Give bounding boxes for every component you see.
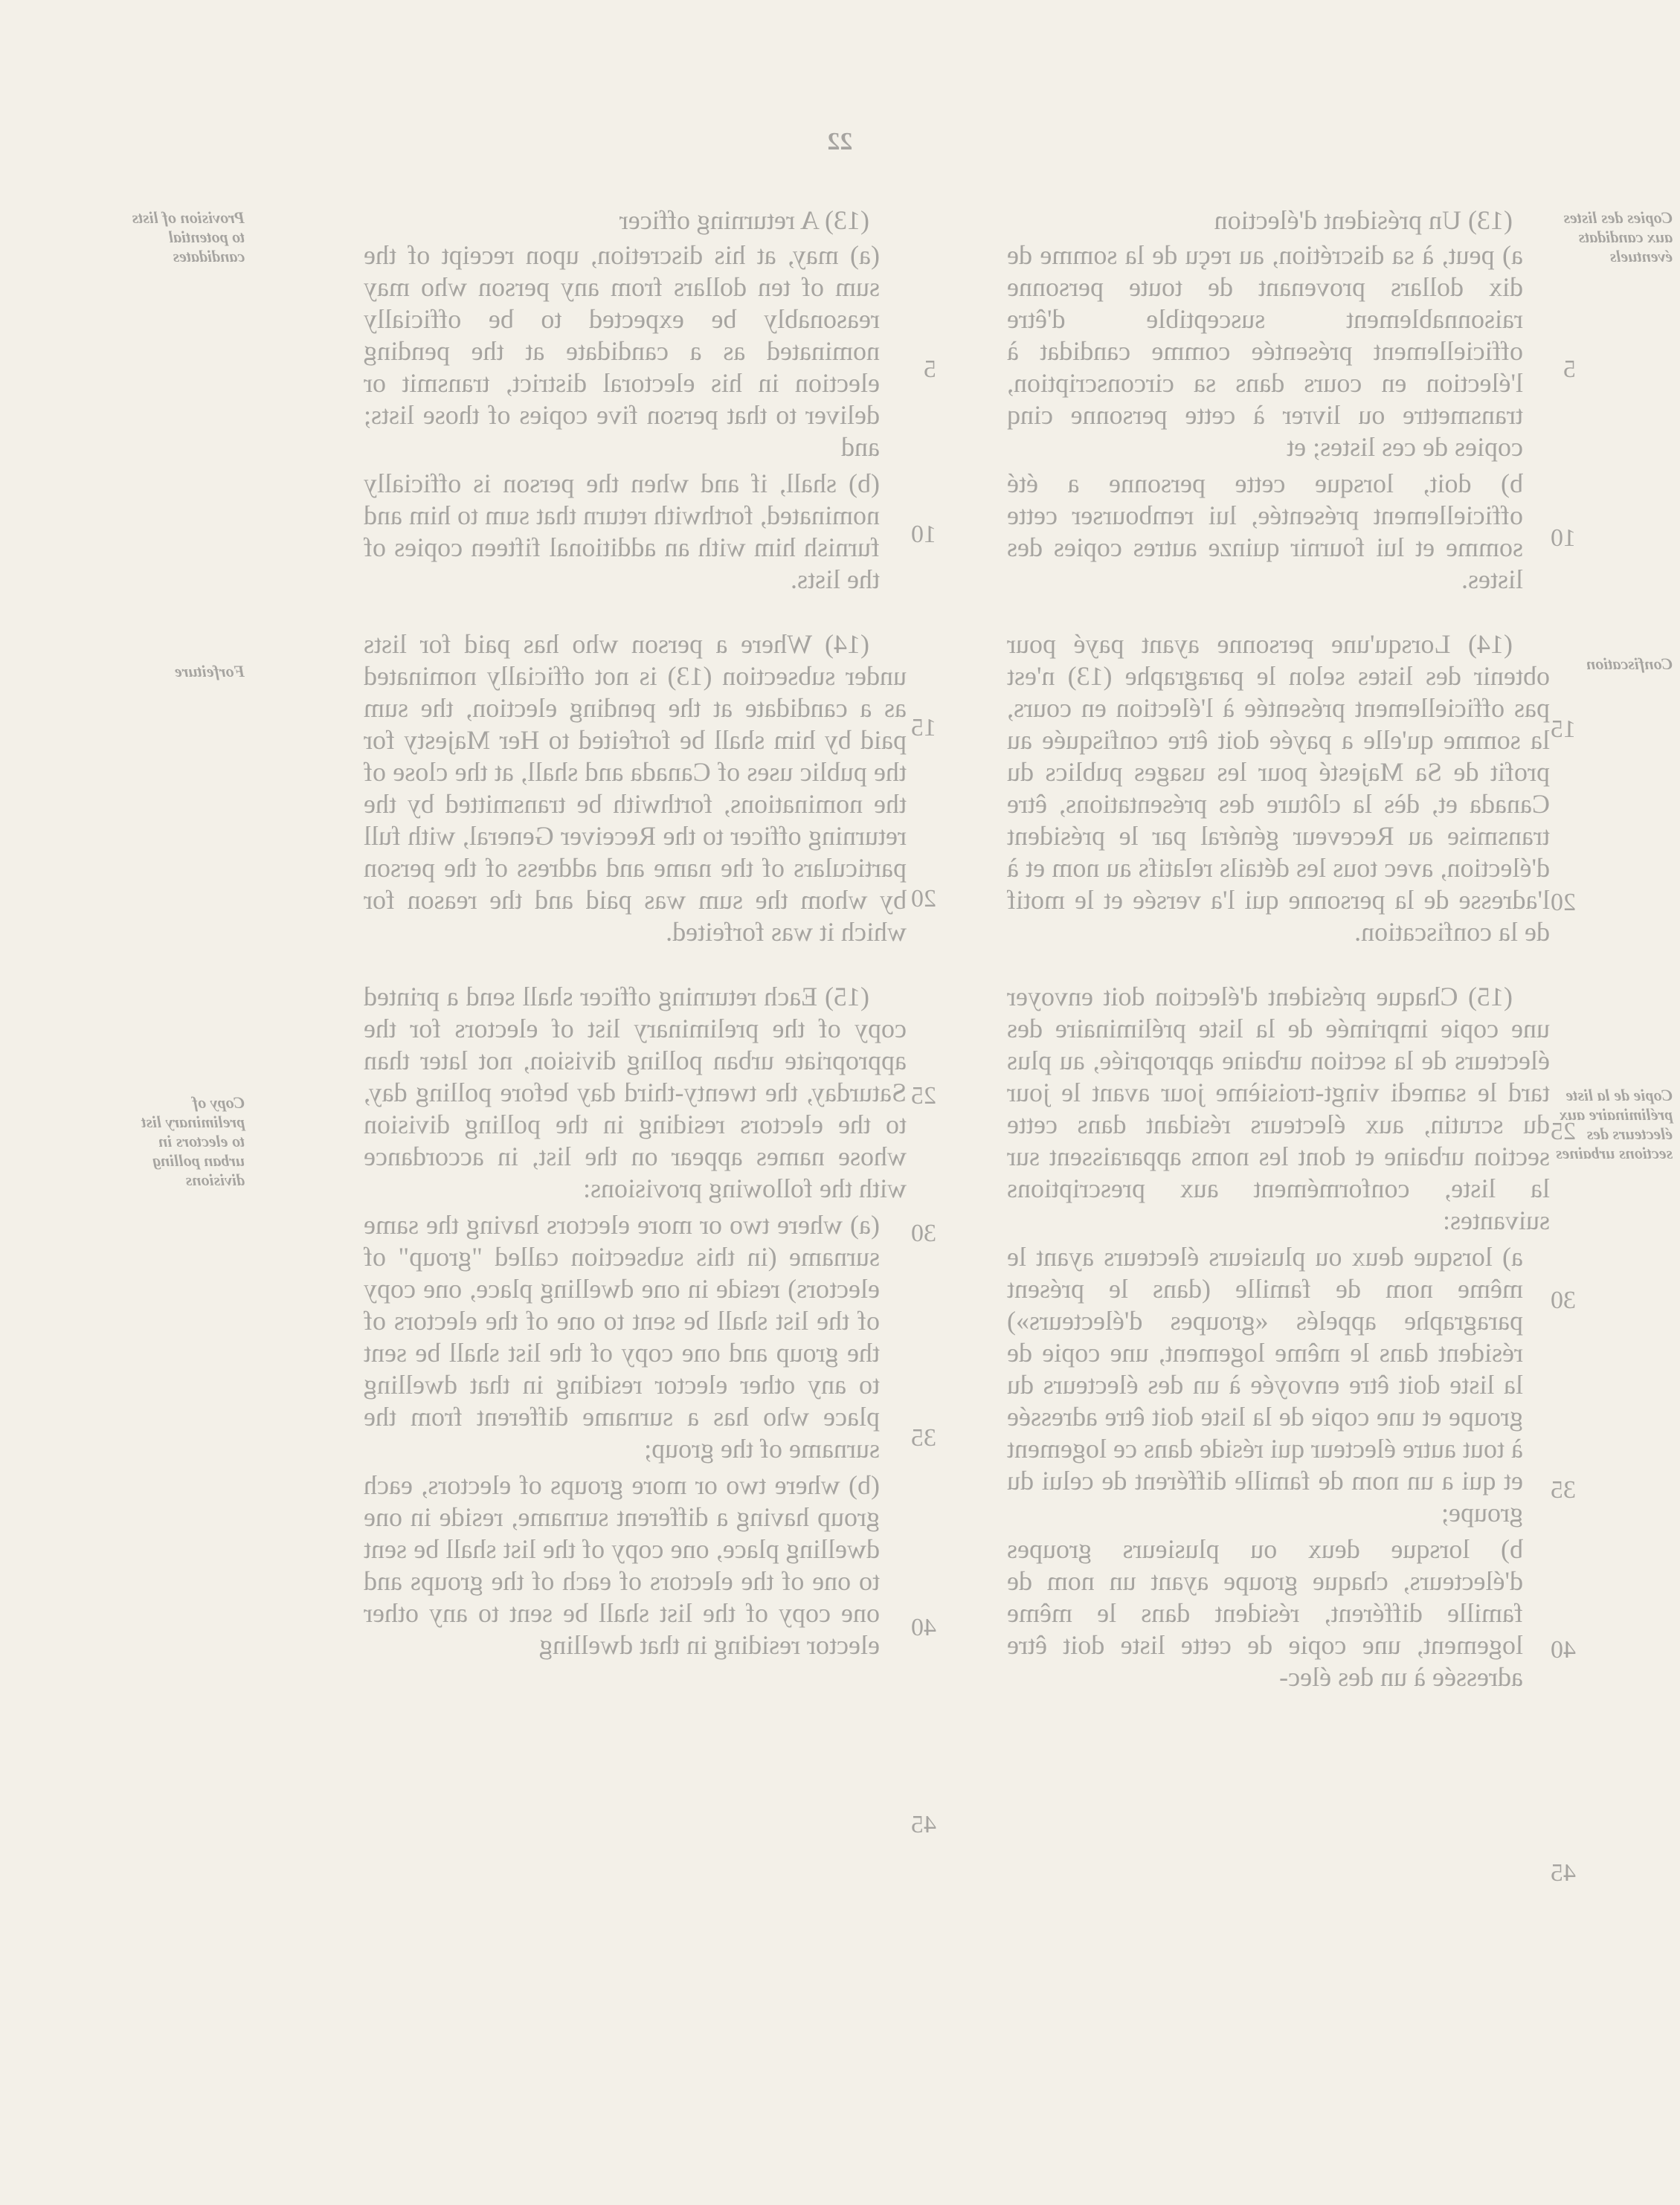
line-number-fr: 15 [1551,715,1576,743]
french-para-b: b) doit, lorsque cette personne a été officiellement présentée, lui rembourser cette somme et lui fournir quinze autres copies des listes. [1007,469,1523,594]
french-para-15a: a) lorsque deux ou plusieurs électeurs ayant le même nom de famille (dans le présent paragraphe appelés «groupes d'électeurs») résident dans le même logement, une copie de la liste doit être envoyée à un des électeurs du groupe et une copie de la liste doit être adressée à tout autre électeur qui réside dans ce logement et qui a un nom de famille différent de celui du groupe; [1007,1242,1523,1528]
page-number: 22 [827,128,853,155]
french-heading: (13) Un président d'élection [1214,205,1513,235]
line-number-en: 25 [911,1082,936,1110]
english-para-15b: (b) where two or more groups of electors, each group having a different surname, reside in one dwelling place, one copy of the list shall be sent to one of the electors of each of the groups and one copy of the list shall be sent to any other elector residing in that dwelling [364,1470,880,1660]
french-column [1007,205,1550,1726]
line-number-fr: 45 [1551,1859,1576,1887]
line-number-fr: 30 [1551,1287,1576,1314]
line-number-fr: 35 [1551,1476,1576,1504]
line-number-en: 15 [911,714,936,741]
margin-note-fr-1: Copies des listes aux candidats éventuels [1563,208,1673,265]
margin-note-fr-3: Copie de la liste préliminaire aux électeurs des sections urbaines [1555,1086,1673,1162]
french-para-15: (15) Chaque président d'élection doit envoyer une copie imprimée de la liste préliminaire des électeurs de la section urbaine appropriée, au plus tard le samedi vingt-troisième jour avant le jour du scrutin, aux électeurs résidant dans cette section urbaine et dont les noms apparaissent sur la liste, conformément aux prescriptions suivantes: [1007,982,1550,1235]
english-para-b: (b) shall, if and when the person is officially nominated, forthwith return that sum to him and furnish him with an additional fifteen copies of the lists. [364,469,880,594]
margin-note-en-1: Provision of lists to potential candidates [132,208,245,265]
english-heading: (13) A returning officer [619,205,869,235]
english-para-15a: (a) where two or more electors having the same surname (in this subsection called "group" of electors) reside in one dwelling place, one copy of the list shall be sent to one of the electors of the group and one copy of the list shall be sent to any other elector residing in that dwelling place who has a surname different from the surname of the group; [364,1210,880,1464]
line-number-en: 30 [911,1220,936,1247]
line-number-fr: 20 [1551,889,1576,916]
margin-note-en-3: Copy of preliminary list to electors in urban polling divisions [141,1093,245,1189]
english-para-a: (a) may, at his discretion, upon receipt of the sum of ten dollars from any person who may reasonably be expected to be officially nominated as a candidate at the pending election in his electoral district, transmit or deliver to that person five copies of those lists; and [364,240,880,462]
english-column [364,205,907,1694]
line-number-en: 5 [924,355,936,383]
french-para-15b: b) lorsque deux ou plusieurs groupes d'électeurs, chaque groupe ayant un nom de famille différent, résident dans le même logement, une copie de cette liste doit être adressée à un des élec- [1007,1534,1523,1692]
english-para-15: (15) Each returning officer shall send a printed copy of the preliminary list of electors for the appropriate urban polling division, not later than Saturday, the twenty-third day before polling day, to the electors residing in the polling division whose names appear on the list, in accordance with the following provisions: [364,982,907,1203]
french-para-a: a) peut, à sa discrétion, au reçu de la somme de dix dollars provenant de toute personne raisonnablement susceptible d'être officiellement présentée comme candidat à l'élection en cours dans sa circonscription, transmettre ou livrer à cette personne cinq copies de ces listes; et [1007,240,1523,462]
line-number-fr: 5 [1563,355,1576,383]
line-number-fr: 40 [1551,1636,1576,1664]
line-number-en: 35 [911,1424,936,1452]
line-number-fr: 25 [1551,1118,1576,1145]
margin-note-en-2: Forfeiture [174,662,245,680]
line-number-fr: 10 [1551,524,1576,552]
english-para-14: (14) Where a person who has paid for lists under subsection (13) is not officially nominated as a candidate at the pending election, the sum paid by him shall be forfeited to Her Majesty for the public uses of Canada and shall, at the close of the nominations, forthwith be transmitted by the returning officer to the Receiver General, with full particulars of the name and address of the person by whom the sum was paid and the reason for which it was forfeited. [364,629,907,947]
margin-note-fr-2: Confiscation [1586,654,1673,673]
line-number-en: 40 [911,1614,936,1641]
line-number-en: 20 [911,885,936,912]
line-number-en: 10 [911,521,936,548]
line-number-en: 45 [911,1811,936,1838]
french-para-14: (14) Lorsqu'une personne ayant payé pour obtenir des listes selon le paragraphe (13) n'est pas officiellement présentée à l'élection en cours, la somme qu'elle a payée doit être confisquée au profit de Sa Majesté pour les usages publics du Canada et, dès la clôture des présentations, être transmise au Receveur général par le président d'élection, avec tous les détails relatifs au nom et à l'adresse de la personne qui l'a versée et le motif de la confiscation. [1007,629,1550,947]
